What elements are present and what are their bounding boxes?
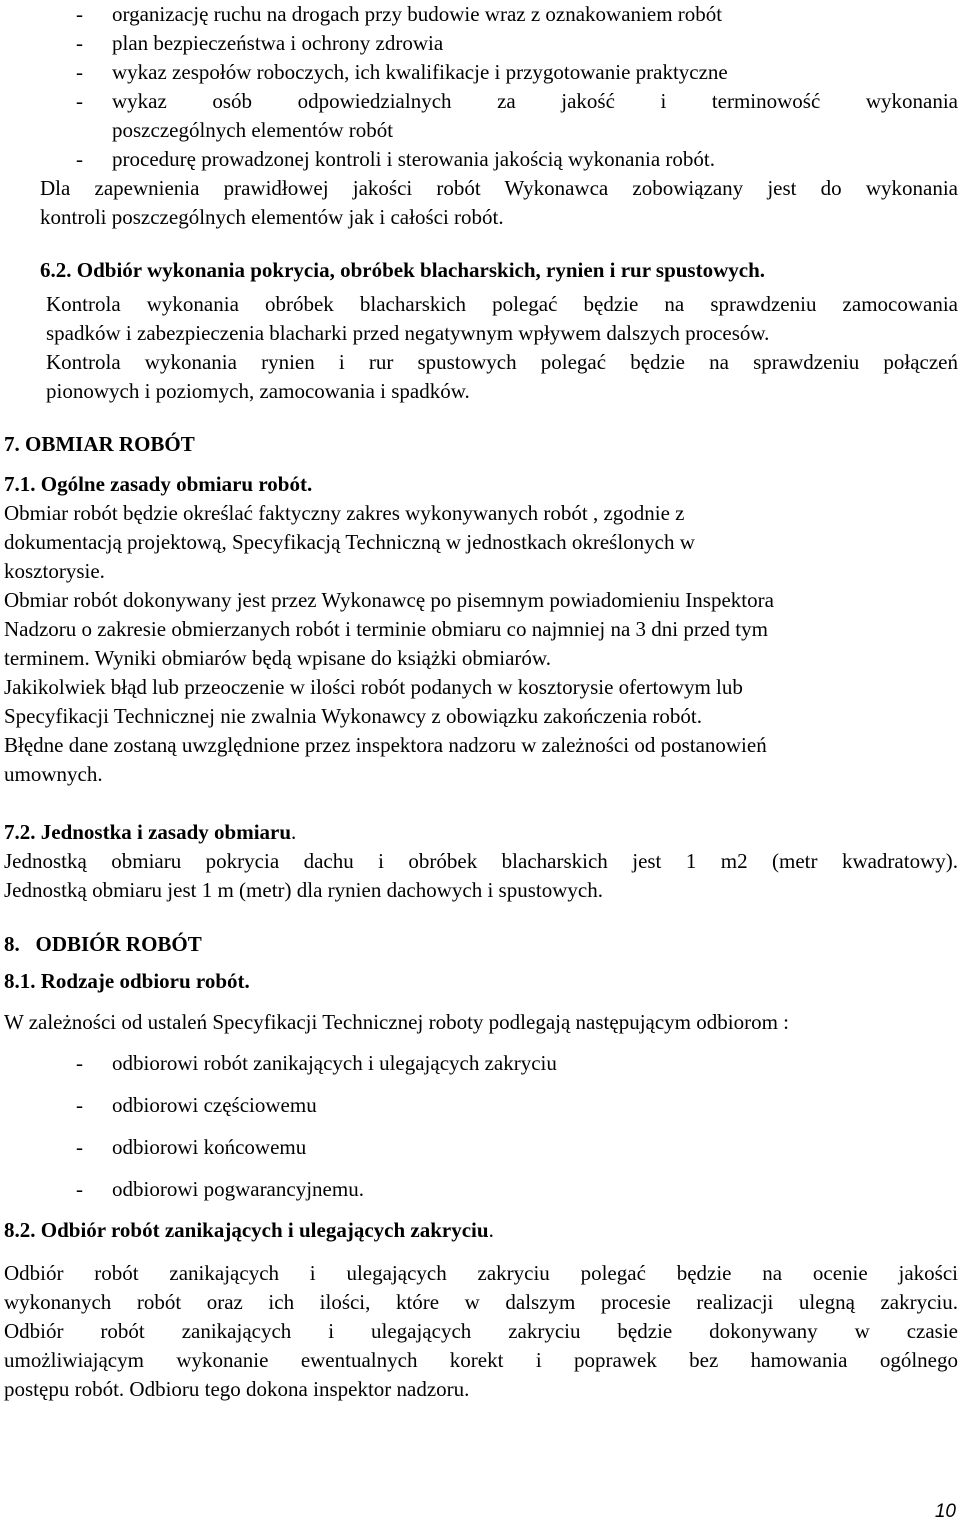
- section-heading: 8. ODBIÓR ROBÓT: [4, 932, 202, 956]
- list-dash: -: [76, 1177, 83, 1201]
- list-item-text: odbiorowi robót zanikających i ulegających zakryciu: [112, 1051, 557, 1075]
- heading-period: .: [488, 1218, 494, 1242]
- subsection-heading-text: 8.2. Odbiór robót zanikających i ulegających zakryciu: [4, 1218, 489, 1242]
- list-dash: -: [76, 31, 83, 55]
- text-line: Kontrola wykonania rynien i rur spustowych polegać będzie na sprawdzeniu połączeń: [46, 350, 958, 374]
- paragraph: [46, 290, 958, 406]
- paragraph: [4, 499, 958, 789]
- text-line: Jednostką obmiaru pokrycia dachu i obróbek blacharskich jest 1 m2 (metr kwadratowy).: [4, 849, 958, 873]
- subsection-heading-text: 7.2. Jednostka i zasady obmiaru: [4, 820, 292, 844]
- list-item-text: organizację ruchu na drogach przy budowie wraz z oznakowaniem robót: [112, 2, 723, 26]
- list-dash: -: [76, 89, 83, 113]
- subsection-heading: [4, 818, 296, 847]
- text-line: Obmiar robót dokonywany jest przez Wykonawcę po pisemnym powiadomieniu Inspektora: [4, 588, 774, 612]
- text-line: spadków i zabezpieczenia blacharki przed negatywnym wpływem dalszych procesów.: [46, 321, 770, 345]
- paragraph: [4, 1259, 958, 1404]
- text-line: poszczególnych elementów robót: [112, 118, 394, 142]
- section-heading: 7. OBMIAR ROBÓT: [4, 432, 195, 456]
- text-line: Kontrola wykonania obróbek blacharskich polegać będzie na sprawdzeniu zamocowania: [46, 292, 958, 316]
- text-line: Jednostką obmiaru jest 1 m (metr) dla rynien dachowych i spustowych.: [4, 878, 603, 902]
- list-item-text: odbiorowi końcowemu: [112, 1135, 307, 1159]
- list-item-text: procedurę prowadzonej kontroli i sterowania jakością wykonania robót.: [112, 147, 715, 171]
- paragraph: [4, 847, 958, 905]
- list-item-text: plan bezpieczeństwa i ochrony zdrowia: [112, 31, 444, 55]
- list-dash: -: [76, 1093, 83, 1117]
- text-line: Odbiór robót zanikających i ulegających zakryciu polegać będzie na ocenie jakości: [4, 1261, 958, 1285]
- text-line: Obmiar robót będzie określać faktyczny zakres wykonywanych robót , zgodnie z: [4, 501, 685, 525]
- page-number: 10: [934, 1501, 956, 1522]
- list-item-text: odbiorowi pogwarancyjnemu.: [112, 1177, 364, 1201]
- subsection-heading: 7.1. Ogólne zasady obmiaru robót.: [4, 472, 313, 496]
- paragraph: W zależności od ustaleń Specyfikacji Technicznej roboty podlegają następującym odbiorom :: [4, 1010, 789, 1034]
- text-line: pionowych i poziomych, zamocowania i spadków.: [46, 379, 470, 403]
- text-line: umownych.: [4, 762, 103, 786]
- text-line: kontroli poszczególnych elementów jak i całości robót.: [40, 205, 504, 229]
- list-dash: -: [76, 147, 83, 171]
- text-line: Nadzoru o zakresie obmierzanych robót i terminie obmiaru co najmniej na 3 dni przed tym: [4, 617, 768, 641]
- text-line: wykonanych robót oraz ich ilości, które w dalszym procesie realizacji ulegną zakryciu.: [4, 1290, 958, 1314]
- subsection-heading: 8.1. Rodzaje odbioru robót.: [4, 969, 250, 993]
- text-line: dokumentacją projektową, Specyfikacją Techniczną w jednostkach określonych w: [4, 530, 695, 554]
- text-line: Błędne dane zostaną uwzględnione przez inspektora nadzoru w zależności od postanowień: [4, 733, 767, 757]
- list-item-text: odbiorowi częściowemu: [112, 1093, 317, 1117]
- section-heading: 6.2. Odbiór wykonania pokrycia, obróbek blacharskich, rynien i rur spustowych.: [40, 258, 766, 282]
- list-dash: -: [76, 1135, 83, 1159]
- paragraph: [40, 174, 958, 232]
- text-line: Jakikolwiek błąd lub przeoczenie w ilości robót podanych w kosztorysie ofertowym lub: [4, 675, 743, 699]
- text-line: Odbiór robót zanikających i ulegających zakryciu będzie dokonywany w czasie: [4, 1319, 958, 1343]
- list-dash: -: [76, 60, 83, 84]
- text-line: Specyfikacji Technicznej nie zwalnia Wykonawcy z obowiązku zakończenia robót.: [4, 704, 702, 728]
- list-dash: -: [76, 2, 83, 26]
- text-line: umożliwiającym wykonanie ewentualnych korekt i poprawek bez hamowania ogólnego: [4, 1348, 958, 1372]
- list-dash: -: [76, 1051, 83, 1075]
- heading-period: .: [291, 820, 297, 844]
- subsection-heading: [4, 1216, 494, 1245]
- text-line: Dla zapewnienia prawidłowej jakości robót Wykonawca zobowiązany jest do wykonania: [40, 176, 958, 200]
- text-line: wykaz osób odpowiedzialnych za jakość i terminowość wykonania: [112, 89, 958, 113]
- list-item-text: wykaz zespołów roboczych, ich kwalifikacje i przygotowanie praktyczne: [112, 60, 728, 84]
- text-line: postępu robót. Odbioru tego dokona inspektor nadzoru.: [4, 1377, 470, 1401]
- list-item-text: [112, 87, 958, 145]
- text-line: kosztorysie.: [4, 559, 105, 583]
- text-line: terminem. Wyniki obmiarów będą wpisane do książki obmiarów.: [4, 646, 551, 670]
